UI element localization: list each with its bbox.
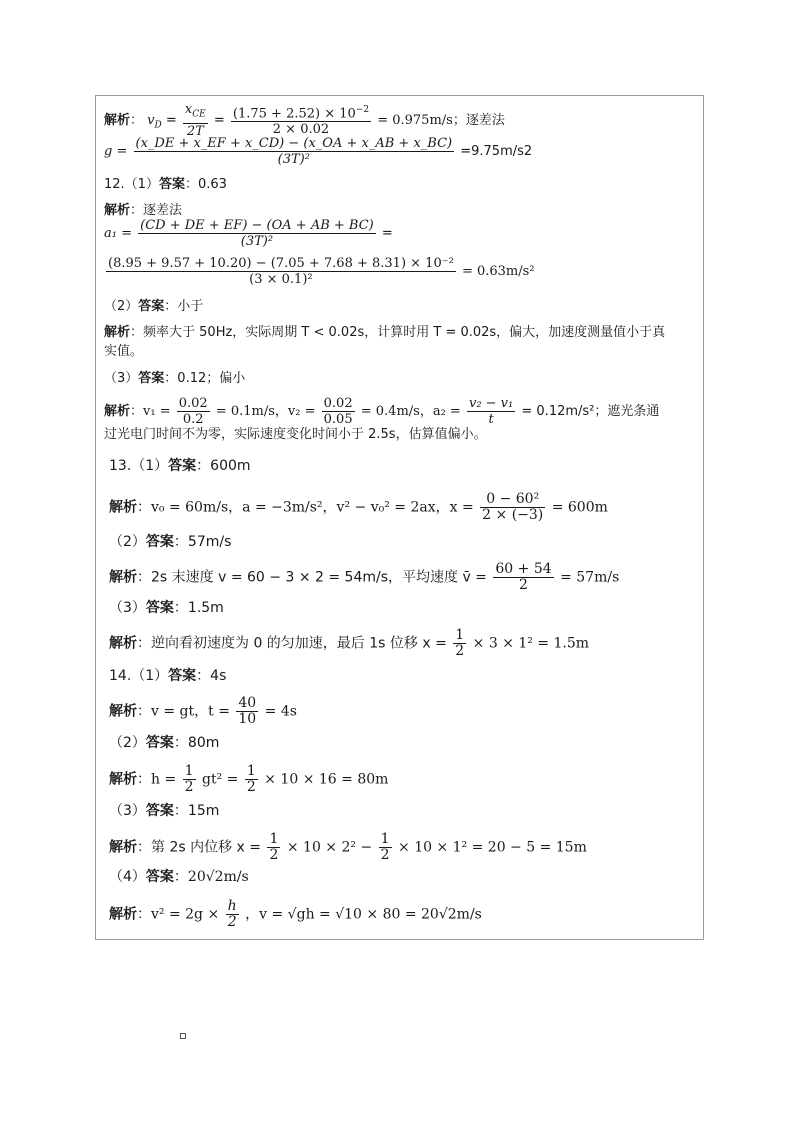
x-fraction: $\frac{\text{0 − 60²}}{2 \times (-3)}$: [482, 491, 544, 523]
q12-a1-line: a₁ = $\frac{(CD + DE + EF) - (OA + AB + BC)}{\text{(3T)²}}$ =: [104, 218, 393, 249]
g-fraction: $\frac{(x\_DE + x\_EF + x\_CD) - (x\_OA + x\_AB + x\_BC)}{\text{(3T)²}}$: [135, 136, 453, 167]
v1-fraction: $\frac{0.02}{0.2}$: [178, 396, 208, 427]
q14-part3-explanation: 解析：第 2s 内位移 x = $\frac{1}{2}$ × 10 × 2² − $\frac{1}{2}$ × 10 × 1² = 20 − 5 = 15m: [109, 831, 587, 863]
q11-vd-line: 解析： $v_D$ = $\frac{x_{CE}}{2T}$ = $\frac{(1.75 + 2.52) \times 10^{-2}}{2 \times 0.02}$ = 0.975m/s；逐差法: [104, 102, 505, 139]
q12-part2-explanation-cont: 实值。: [104, 344, 144, 359]
q13-part1-answer: 13.（1）答案：600m: [109, 458, 251, 474]
q13-part3-answer: （3）答案：1.5m: [109, 600, 224, 616]
q14-part4-explanation: 解析：v² = 2g × $\frac{h}{2}$ ，v = √gh = √10 × 80 = 20√2m/s: [109, 898, 482, 930]
avg-speed-fraction: $\frac{60 + 54}{2}$: [495, 561, 552, 593]
half-fraction: $\frac{1}{2}$: [455, 627, 465, 659]
a2-fraction: $\frac{\text{v₂ − v₁}}{t}$: [468, 396, 514, 427]
vd-note: ；逐差法: [452, 112, 505, 128]
q14-part1-answer: 14.（1）答案：4s: [109, 668, 227, 684]
v2-fraction: $\frac{0.02}{0.05}$: [323, 396, 353, 427]
vd-symbol: $v_D$: [147, 112, 162, 131]
h-fraction-1: $\frac{1}{2}$: [184, 763, 194, 795]
vd-result: = 0.975m/s: [377, 112, 453, 128]
vd-fraction-2: $\frac{(1.75 + 2.52) \times 10^{-2}}{2 \times 0.02}$: [232, 105, 370, 138]
q13-part2-explanation: 解析：2s 末速度 v = 60 − 3 × 2 = 54m/s，平均速度 v̄ = $\frac{60 + 54}{2}$ = 57m/s: [109, 561, 620, 593]
a1-fraction: $\frac{(CD + DE + EF) - (OA + AB + BC)}{\text{(3T)²}}$: [140, 218, 374, 249]
q12-part2-explanation: 解析：频率大于 50Hz，实际周期 T < 0.02s，计算时用 T = 0.02s，偏大，加速度测量值小于真: [104, 325, 666, 340]
a1-value-fraction: $\frac{\text{(8.95 + 9.57 + 10.20) − (7.05 + 7.68 + 8.31) × 10⁻²}}{\text{(3 × 0.1)²}}$: [108, 256, 454, 287]
q11-g-line: [104, 136, 532, 167]
answer-box: [95, 95, 704, 940]
q14-part4-answer: （4）答案：20√2m/s: [109, 869, 249, 885]
g-symbol: g =: [104, 144, 128, 159]
q13-part1-explanation: 解析：v₀ = 60m/s，a = −3m/s²，v² − v₀² = 2ax，x = $\frac{\text{0 − 60²}}{2 \times (-3)}$ = 600m: [109, 491, 608, 523]
q13-part3-explanation: 解析：逆向看初速度为 0 的匀加速，最后 1s 位移 x = $\frac{1}{2}$ × 3 × 1² = 1.5m: [109, 627, 590, 659]
q12-part1-answer: 12.（1）答案：0.63: [104, 177, 227, 192]
q12-part2-answer: （2）答案：小于: [104, 299, 204, 314]
q14-part2-explanation: 解析：h = $\frac{1}{2}$ gt² = $\frac{1}{2}$ × 10 × 16 = 80m: [109, 763, 389, 795]
page-marker: [180, 1033, 186, 1039]
q14-part1-explanation: 解析：v = gt，t = $\frac{40}{10}$ = 4s: [109, 695, 297, 727]
q14-part3-answer: （3）答案：15m: [109, 803, 220, 819]
h-half-fraction: $\frac{h}{2}$: [227, 898, 237, 930]
vd-fraction-1: $\frac{x_{CE}}{2T}$: [184, 102, 206, 139]
q12-part1-explanation: 解析：逐差法: [104, 203, 183, 218]
explanation-label: 解析: [104, 112, 131, 128]
h-fraction-2: $\frac{1}{2}$: [246, 763, 256, 795]
q14-part2-answer: （2）答案：80m: [109, 735, 220, 751]
q13-part2-answer: （2）答案：57m/s: [109, 534, 232, 550]
q12-a1-value-line: $\frac{\text{(8.95 + 9.57 + 10.20) − (7.05 + 7.68 + 8.31) × 10⁻²}}{\text{(3 × 0.1)²}}$ = 0.63m/s²: [108, 256, 535, 287]
t-fraction: $\frac{40}{10}$: [238, 695, 257, 727]
x-fraction-1: $\frac{1}{2}$: [269, 831, 279, 863]
x-fraction-2: $\frac{1}{2}$: [380, 831, 390, 863]
q12-part3-explanation: 解析：v₁ = $\frac{0.02}{0.2}$ = 0.1m/s，v₂ = $\frac{0.02}{0.05}$ = 0.4m/s，a₂ = $\frac{\text{v₂ − v₁}}{t}$ = 0.12m/s²；遮光条通: [104, 396, 660, 427]
q12-part3-answer: （3）答案：0.12；偏小: [104, 371, 246, 386]
q12-part3-explanation-cont: 过光电门时间不为零，实际速度变化时间小于 2.5s，估算值偏小。: [104, 427, 487, 442]
g-result: =9.75m/s2: [460, 144, 533, 159]
